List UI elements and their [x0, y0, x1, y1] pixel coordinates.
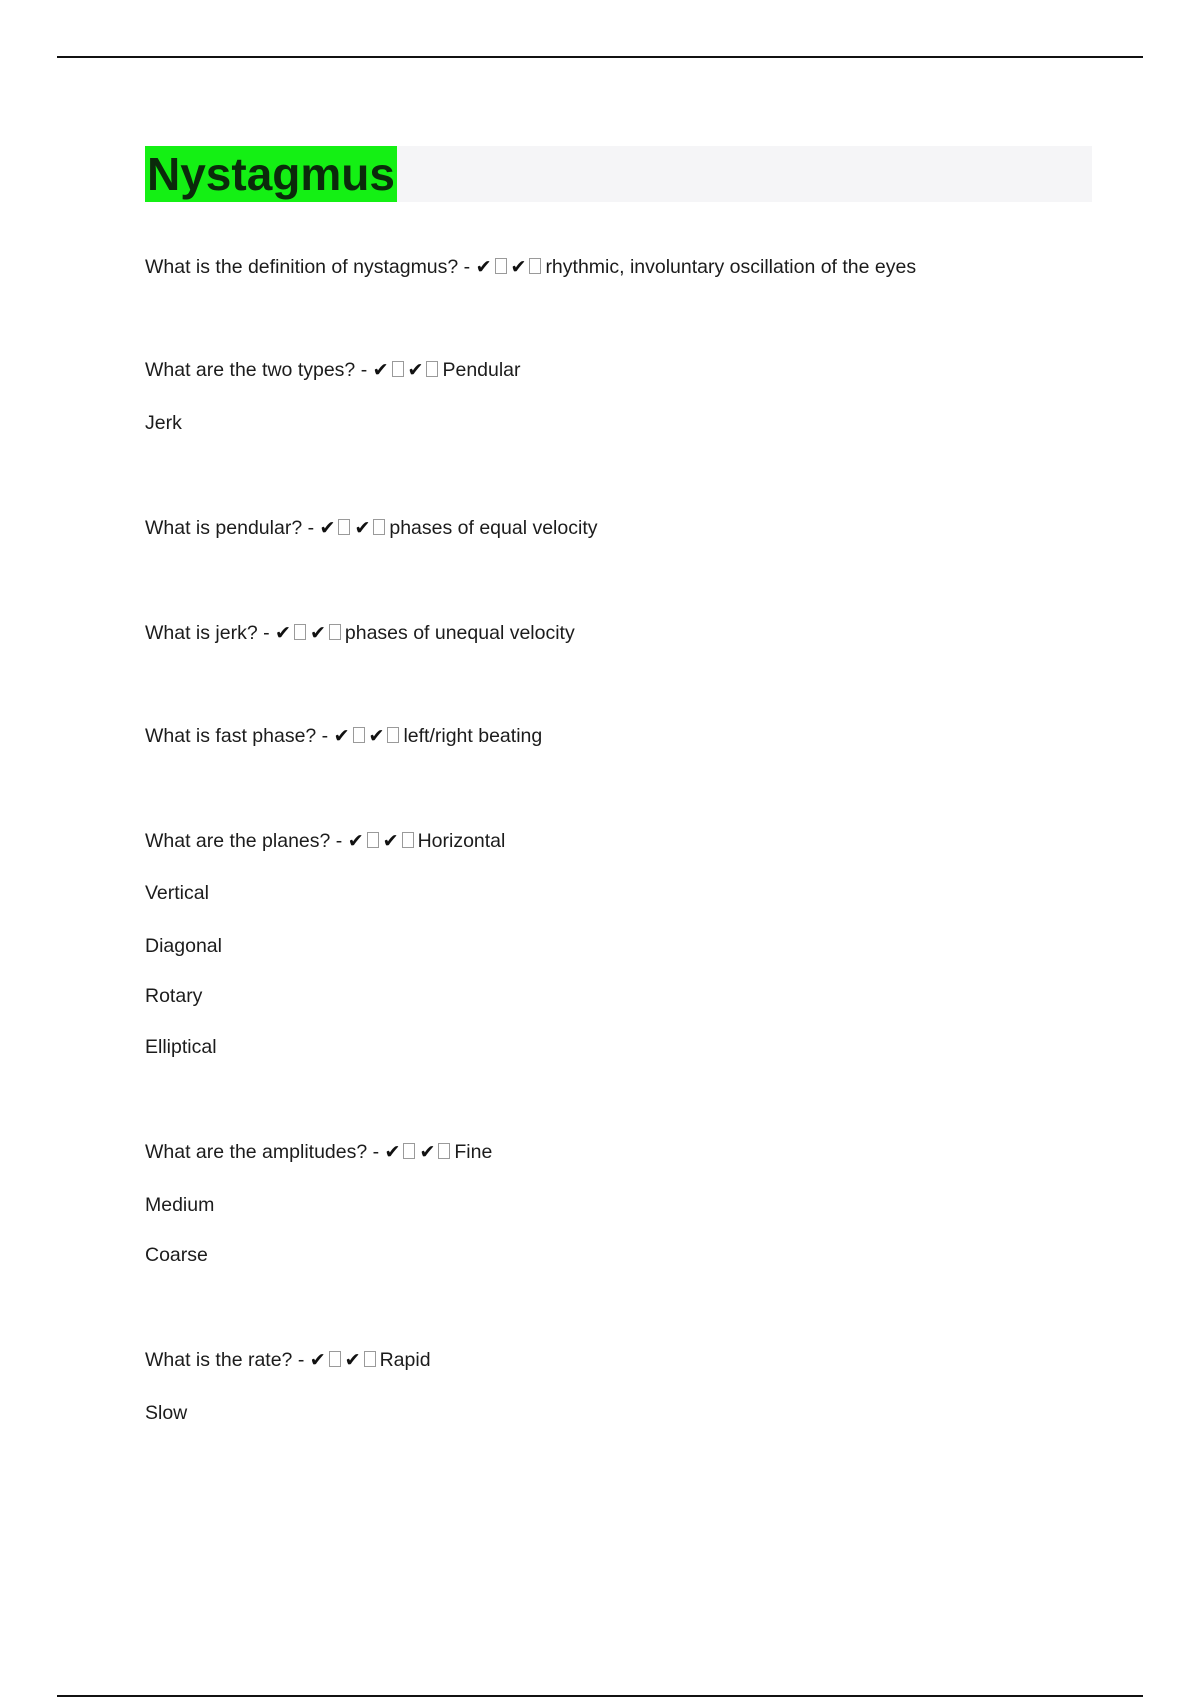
separator: - — [316, 725, 334, 747]
check-icon: ✔ — [344, 1349, 361, 1371]
separator: - — [355, 359, 373, 381]
header-rule — [57, 56, 1143, 58]
answer-text: rhythmic, involuntary oscillation of the eyes — [545, 256, 917, 278]
separator: - — [367, 1141, 385, 1163]
answer-text: left/right beating — [403, 725, 543, 747]
check-icon: ✔ — [354, 517, 371, 539]
missing-glyph-icon — [364, 1351, 376, 1367]
separator: - — [302, 517, 320, 539]
missing-glyph-icon — [495, 258, 507, 274]
answer-continuation: Jerk — [145, 412, 182, 434]
answer-text: Rapid — [379, 1349, 431, 1371]
answer-continuation: Rotary — [145, 985, 203, 1007]
answer-text: Fine — [454, 1141, 493, 1163]
answer-text: Horizontal — [417, 830, 506, 852]
missing-glyph-icon — [426, 361, 438, 377]
answer-text: Pendular — [442, 359, 521, 381]
question-text: What are the amplitudes? — [145, 1141, 368, 1163]
answer-continuation: Diagonal — [145, 935, 222, 957]
qa-line — [145, 357, 521, 383]
answer-continuation: Elliptical — [145, 1036, 217, 1058]
missing-glyph-icon — [392, 361, 404, 377]
answer-continuation: Medium — [145, 1194, 215, 1216]
question-text: What is fast phase? — [145, 725, 317, 747]
check-icon: ✔ — [475, 256, 492, 278]
qa-line — [145, 828, 505, 854]
separator: - — [257, 622, 276, 644]
question-text: What is pendular? — [145, 517, 303, 539]
missing-glyph-icon — [329, 624, 341, 640]
qa-line — [145, 723, 542, 749]
check-icon: ✔ — [309, 622, 326, 644]
qa-line — [145, 515, 598, 541]
question-text: What are the planes? — [145, 830, 331, 852]
qa-line — [145, 1139, 492, 1165]
question-text: What is jerk? — [145, 622, 258, 644]
question-text: What is the rate? — [145, 1349, 293, 1371]
missing-glyph-icon — [338, 519, 350, 535]
answer-continuation: Slow — [145, 1402, 188, 1424]
check-icon: ✔ — [510, 256, 527, 278]
check-icon: ✔ — [368, 725, 385, 747]
question-text: What are the two types? — [145, 359, 356, 381]
answer-continuation: Coarse — [145, 1244, 208, 1266]
footer-rule — [57, 1695, 1143, 1697]
question-text: What is the definition of nystagmus? — [145, 256, 459, 278]
check-icon: ✔ — [372, 359, 389, 381]
answer-continuation: Vertical — [145, 882, 209, 904]
missing-glyph-icon — [403, 1143, 415, 1159]
document-title: Nystagmus — [147, 148, 395, 200]
missing-glyph-icon — [329, 1351, 341, 1367]
check-icon: ✔ — [275, 622, 291, 644]
qa-line — [145, 1347, 431, 1373]
answer-text: phases of unequal velocity — [344, 622, 575, 644]
separator: - — [330, 830, 348, 852]
check-icon: ✔ — [407, 359, 424, 381]
missing-glyph-icon — [402, 832, 414, 848]
missing-glyph-icon — [387, 727, 399, 743]
missing-glyph-icon — [367, 832, 379, 848]
answer-text: phases of equal velocity — [389, 517, 598, 539]
qa-line — [145, 254, 916, 280]
check-icon: ✔ — [419, 1141, 436, 1163]
separator: - — [458, 256, 476, 278]
check-icon: ✔ — [347, 830, 364, 852]
check-icon: ✔ — [319, 517, 336, 539]
check-icon: ✔ — [382, 830, 399, 852]
title-highlight — [145, 146, 397, 202]
check-icon: ✔ — [333, 725, 350, 747]
missing-glyph-icon — [373, 519, 385, 535]
qa-line — [145, 620, 575, 646]
missing-glyph-icon — [529, 258, 541, 274]
missing-glyph-icon — [353, 727, 365, 743]
separator: - — [292, 1349, 310, 1371]
check-icon: ✔ — [309, 1349, 326, 1371]
missing-glyph-icon — [294, 624, 306, 640]
check-icon: ✔ — [384, 1141, 401, 1163]
missing-glyph-icon — [438, 1143, 450, 1159]
title-band — [145, 146, 1092, 202]
